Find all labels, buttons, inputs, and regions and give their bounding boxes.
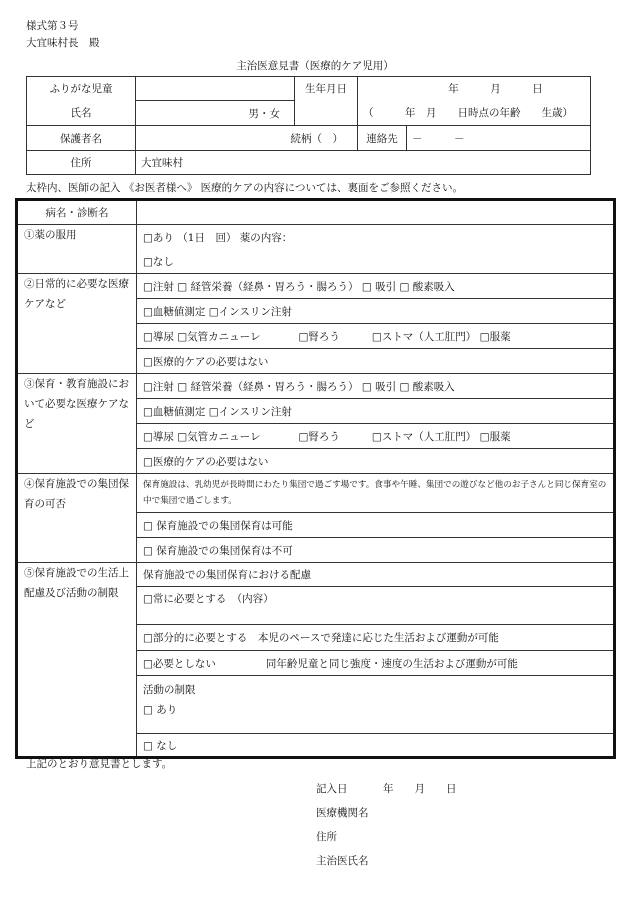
group-care-description: 保育施設は、乳幼児が長時間にわたり集団で過ごす場です。食事や午睡、集団での遊びなど他のお子さんと同じ保育室の中で集団で過ごします。	[137, 474, 615, 513]
activity-restriction-no[interactable]: □ なし	[137, 734, 615, 758]
activity-restriction-cell	[137, 676, 615, 734]
furigana-field[interactable]	[136, 77, 295, 101]
applicant-info-table	[26, 76, 591, 175]
medication-label: ①薬の服用	[17, 225, 137, 274]
dob-age-field[interactable]: （ 年 月 日時点の年齢 生歳）	[358, 101, 591, 126]
addressee: 大宜味村長 殿	[26, 37, 100, 49]
closing-statement: 上記のとおり意見書とします。	[26, 758, 173, 770]
group-care-impossible-option[interactable]: □ 保育施設での集団保育は不可	[137, 538, 615, 563]
care-none-description: 同年齢児童と同じ強度・速度の生活および運動が可能	[265, 657, 518, 670]
medication-no-option[interactable]: □なし	[137, 250, 615, 274]
entry-date-label: 記入日	[316, 783, 348, 795]
guardian-field[interactable]: 続柄（ ）	[136, 126, 358, 151]
life-restriction-label: ⑤保育施設での生活上配慮及び活動の制限	[17, 563, 137, 758]
facility-care-option-stoma[interactable]: □ストマ（人工肛門） □服薬	[371, 430, 511, 443]
facility-care-options-3[interactable]	[137, 424, 615, 449]
dob-label-cont	[295, 101, 358, 126]
facility-care-options-2[interactable]: □血糖値測定 □インスリン注射	[137, 399, 615, 424]
facility-care-options-1[interactable]: □注射 □ 経管栄養（経鼻・胃ろう・腸ろう） □ 吸引 □ 酸素吸入	[137, 374, 615, 399]
institution-label: 医療機関名	[316, 807, 369, 819]
daily-care-options-2[interactable]: □血糖値測定 □インスリン注射	[137, 299, 615, 324]
guardian-label: 保護者名	[27, 126, 136, 151]
daily-care-option-catheter[interactable]: □導尿 □気管カニューレ	[143, 330, 261, 343]
sex-selector[interactable]: 男・女	[136, 101, 295, 126]
diagnosis-label: 病名・診断名	[17, 200, 137, 225]
daily-care-option-stoma[interactable]: □ストマ（人工肛門） □服薬	[371, 330, 511, 343]
medication-yes-option[interactable]: □あり （1日 回） 薬の内容：	[137, 225, 615, 250]
care-none-row[interactable]	[137, 651, 615, 676]
diagnosis-field[interactable]	[137, 200, 615, 225]
name-label: 氏名	[27, 101, 136, 126]
group-care-label: ④保育施設での集団保育の可否	[17, 474, 137, 563]
furigana-label: ふりがな児童	[27, 77, 136, 101]
facility-care-option-nephrostomy[interactable]: □腎ろう	[298, 430, 340, 443]
physician-opinion-table	[15, 198, 616, 759]
facility-care-label: ③保育・教育施設において必要な医療ケアなど	[17, 374, 137, 474]
activity-restriction-yes[interactable]: □ あり	[143, 704, 178, 716]
daily-care-none-option[interactable]: □医療的ケアの必要はない	[137, 349, 615, 374]
entry-date-field[interactable]: 年 月 日	[383, 783, 457, 795]
care-none-option[interactable]: □必要としない	[143, 657, 216, 670]
address-field[interactable]: 大宜味村	[136, 151, 591, 175]
instruction-note: 太枠内、医師の記入 《お医者様へ》 医療的ケアの内容については、裏面をご参照ください。	[26, 182, 463, 194]
contact-field[interactable]: － －	[412, 132, 465, 145]
facility-care-option-catheter[interactable]: □導尿 □気管カニューレ	[143, 430, 261, 443]
daily-care-options-1[interactable]: □注射 □ 経管栄養（経鼻・胃ろう・腸ろう） □ 吸引 □ 酸素吸入	[137, 274, 615, 299]
form-number: 様式第３号	[26, 20, 79, 32]
institution-address-label: 住所	[316, 831, 337, 843]
dob-label: 生年月日	[295, 77, 358, 101]
contact-label: 連絡先	[358, 126, 407, 150]
group-care-possible-option[interactable]: □ 保育施設での集団保育は可能	[137, 513, 615, 538]
address-label: 住所	[27, 151, 136, 175]
care-partial-option[interactable]: □部分的に必要とする 本児のペースで発達に応じた生活および運動が可能	[137, 625, 615, 651]
care-always-option[interactable]: □常に必要とする （内容）	[137, 587, 615, 625]
daily-care-option-nephrostomy[interactable]: □腎ろう	[298, 330, 340, 343]
care-consideration-heading: 保育施設での集団保育における配慮	[137, 563, 615, 587]
page-title: 主治医意見書（医療的ケア児用）	[236, 60, 394, 72]
daily-care-label: ②日常的に必要な医療ケアなど	[17, 274, 137, 374]
facility-care-none-option[interactable]: □医療的ケアの必要はない	[137, 449, 615, 474]
daily-care-options-3[interactable]	[137, 324, 615, 349]
dob-date-field[interactable]: 年 月 日	[358, 77, 591, 101]
doctor-name-label: 主治医氏名	[316, 855, 369, 867]
activity-restriction-label: 活動の制限	[143, 684, 196, 696]
